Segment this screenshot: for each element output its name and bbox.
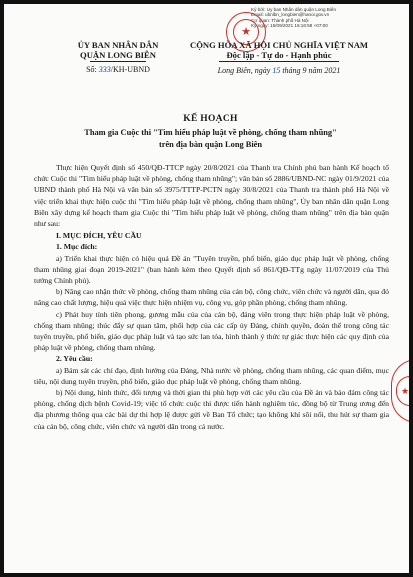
header-divider [219,61,339,62]
signature-line: Email: ubnlbn_longbien@hanoi.gov.vn [251,12,330,18]
section-heading: I. MỤC ĐÍCH, YÊU CẦU [56,231,142,241]
document-title: KẾ HOẠCH [183,114,238,124]
signature-line: Ký bởi: Ủy ban Nhân dân quận Long Biên [251,7,336,12]
intro-paragraph: Thực hiện Quyết định số 450/QĐ-TTCP ngày 20/8/2021 của Thanh tra Chính phủ ban hành Kế hoạch tổ chức Cuộc thi "Tìm hiểu pháp luật về phòng, chống tham nhũng"; văn bản số 2886/UBND-NC ngày 01/9/2021 của UBND thành phố Hà Nội và văn bản số 3975/TTTP-PCTN ngày 30/8/2021 của Thanh tra thành phố Hà Nội về việc triển khai thực hiện cuộc thi "Tìm hiểu pháp luật về phòng, chống tham nhũng", Ủy ban nhân dân quận Long Biên xây dựng kế hoạch tham gia Cuộc thi "Tìm hiểu pháp luật về phòng, chống tham nhũng" trên địa bàn quận như sau: [34,163,389,229]
agency-line: ỦY BAN NHÂN DÂN [77,40,159,50]
document-body [34,162,389,432]
paragraph: a) Bám sát các chỉ đạo, định hướng của Đảng, Nhà nước về phòng, chống tham nhũng, các quan điểm, mục tiêu, nội dung tuyên truyền, phổ biến, giáo dục pháp luật về phòng, chống tham nhũng. [34,365,389,386]
handwritten-number: 333 [98,65,111,74]
header-divider [90,61,146,62]
agency-line: QUẬN LONG BIÊN [80,50,156,60]
signature-line: Ký ngày: 15/09/2021 16:16:58 +07:00 [251,22,328,28]
signature-line: Cơ quan: Thành phố Hà Nội [251,17,309,23]
subsection-heading: 2. Yêu cầu: [56,354,93,364]
paragraph: c) Phát huy tính tiên phong, gương mẫu của của cán bộ, đảng viên trong thực hiện pháp luật về phòng, chống tham nhũng; thúc đẩy sự quan tâm, phối hợp của các cấp ủy Đảng, chính quyền, đoàn thể trong công tác tuyên truyền, phổ biến, giáo dục pháp luật và tạo sức lan tỏa, hình thành ý thức tự giác thực hiện các quy định của pháp luật về phòng, chống tham nhũng. [34,309,389,353]
document-date: Long Biên, ngày 15 tháng 9 năm 2021 [217,66,341,75]
digital-signature-block [251,7,403,28]
national-motto: Độc lập - Tự do - Hạnh phúc [226,50,332,60]
red-seal-icon: ★ [226,12,266,52]
paragraph: b) Nâng cao nhận thức về phòng, chống tham nhũng của cán bộ, công chức, viên chức và người dân, qua đó nâng cao chất lượng, hiệu quả việc thực hiện nhiệm vụ, công vụ, góp phần phòng, chống tham nhũng. [34,287,389,308]
document-number: Số: 333/KH-UBND [86,65,150,74]
subsection-heading: 1. Mục đích: [56,242,98,252]
handwritten-day: 15 [272,66,281,75]
national-title: CỘNG HÒA XÃ HỘI CHỦ NGHĨA VIỆT NAM [189,40,369,50]
red-seal-icon: ★ [391,359,413,423]
document-subtitle: Tham gia Cuộc thi "Tìm hiểu pháp luật về phòng, chống tham nhũng" [84,128,337,137]
paragraph: a) Triển khai thực hiện có hiệu quả Đề án "Tuyên truyền, phổ biến, giáo dục pháp luật về phòng, chống tham nhũng giai đoạn 2019-2021" (ban hành kèm theo Quyết định số 861/QĐ-TTg ngày 11/07/2019 của Thủ tướng Chính phủ). [34,253,389,286]
document-subtitle: trên địa bàn quận Long Biên [158,140,263,149]
national-header [174,40,384,76]
paragraph: b) Nội dung, hình thức, đối tượng và thời gian thi phù hợp với các yêu cầu của Đề án và bảo đảm công tác phòng, chống dịch bệnh Covid-19; việc tổ chức cuộc thi được tiến hành nghiêm túc, đồng bộ từ Trung ương đến địa phương thông qua các bài dự thi hợp lệ được gửi về Ban Tổ chức; tạo không khí sôi nổi, thu hút sự tham gia của cán bộ, công chức, viên chức và người dân trong cả nước. [34,388,389,431]
